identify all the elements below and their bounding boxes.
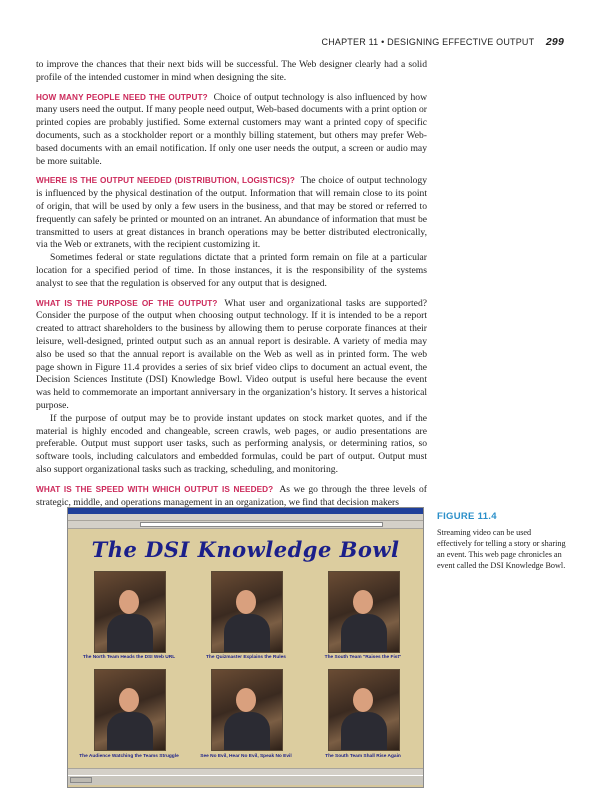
section-text: Choice of output technology is also influenced by how many users need the output. If many people need output, Web-based documents with a print option or printed copies are probably justified. Some external customers may want a printed copy of specific documents, such as a stockholder report or a monthly billing statement, but others may prefer Web-based documents with an email notification. If only one user needs the output, a screen or audio may be more suitable.: [36, 91, 427, 167]
clip-caption: The South Team Shall Rise Again: [325, 754, 401, 759]
clip-caption: The Audience Watching the Teams Struggle: [79, 754, 179, 759]
section-where: [36, 175, 427, 252]
video-clip-thumbnail: [211, 669, 283, 751]
figure-caption: Streaming video can be used effectively for telling a story or sharing an event. This web page chronicles an event called the DSI Knowledge Bowl.: [437, 528, 566, 570]
section-speed: [36, 484, 427, 510]
figure-label: FIGURE 11.4: [437, 511, 497, 522]
figure-screenshot: [67, 507, 424, 788]
os-taskbar: [68, 775, 423, 785]
chapter-label: CHAPTER 11: [321, 37, 379, 47]
section-heading: WHAT IS THE SPEED WITH WHICH OUTPUT IS NEEDED?: [36, 484, 274, 494]
section-text: As we go through the three levels of strategic, middle, and operations management in an organization, we find that decision makers: [36, 483, 427, 508]
video-clip-thumbnail: [328, 571, 400, 653]
clip-caption: The Quizmaster Explains the Rules: [206, 655, 286, 660]
section-text: What user and organizational tasks are supported? Consider the purpose of the output when choosing output technology. If it is intended to be a report created to attract shareholders to the business by allowing them to peruse corporate finances at their leisure, well-designed, printed output such as an annual report is desirable. A variety of media may also be used so that the annual report is available on the Web as well as in printed form. The web page shown in Figure 11.4 provides a series of six brief video clips to document an actual event, the Decision Sciences Institute (DSI) Knowledge Bowl. Video output is useful here because the event was held to commemorate an important anniversary in the organization’s history. It serves a historical purpose.: [36, 297, 427, 411]
browser-status-bar: [68, 768, 423, 775]
video-clip-thumbnail: [211, 571, 283, 653]
running-header: [322, 36, 565, 48]
header-bullet: •: [381, 37, 385, 47]
section-how-many: [36, 92, 427, 169]
section-heading: WHAT IS THE PURPOSE OF THE OUTPUT?: [36, 298, 218, 308]
clip-caption: See No Evil, Hear No Evil, Speak No Evil: [200, 754, 292, 759]
clip-caption: The South Team "Raises the Fist": [324, 655, 402, 660]
section-heading: HOW MANY PEOPLE NEED THE OUTPUT?: [36, 92, 208, 102]
page-number: 299: [545, 36, 564, 48]
browser-menu-bar: [68, 514, 423, 521]
paragraph-intro: to improve the chances that their next bids will be successful. The Web designer clearly had a solid profile of the intended customer in mind when designing the site.: [36, 59, 427, 83]
video-clip-thumbnail: [94, 669, 166, 751]
section-purpose: [36, 298, 427, 413]
paragraph-regulations: Sometimes federal or state regulations dictate that a printed form remain on file at a particular location for a specified period of time. In those instances, it is the responsibility of the systems analyst to see that the regulation is observed for any output that is designed.: [36, 252, 427, 289]
paragraph-instant-updates: If the purpose of output may be to provide instant updates on stock market quotes, and if the material is highly encoded and changeable, screen crawls, web pages, or audio presentations are preferable. Output must support user tasks, such as performing analysis, or determining ratios, so software tools, including calculators and embedded formulas, could be part of output. Output must also support organizational tasks such as tracking, scheduling, and monitoring.: [36, 412, 427, 475]
webpage-title: The DSI Knowledge Bowl: [91, 537, 400, 562]
section-text: The choice of output technology is influenced by the physical destination of the output. Information that will remain close to its point of origin, that will be used by only a few users in the business, and that may be stored or referred to frequently can safely be printed or mounted on an intranet. An abundance of information that must be transmitted to users at great distances in branch operations may be better distributed electronically, via the Web or extranets, with the recipient customizing it.: [36, 175, 427, 251]
chapter-title: DESIGNING EFFECTIVE OUTPUT: [387, 37, 535, 47]
video-clip-thumbnail: [94, 571, 166, 653]
browser-address-bar: [68, 521, 423, 529]
video-clip-thumbnail: [328, 669, 400, 751]
section-heading: WHERE IS THE OUTPUT NEEDED (DISTRIBUTION, LOGISTICS)?: [36, 176, 295, 186]
webpage-content: [68, 529, 423, 768]
main-text-column: [36, 59, 427, 509]
clip-caption: The North Team Heads the DSI Web URL: [82, 655, 176, 660]
start-button: [70, 777, 92, 783]
